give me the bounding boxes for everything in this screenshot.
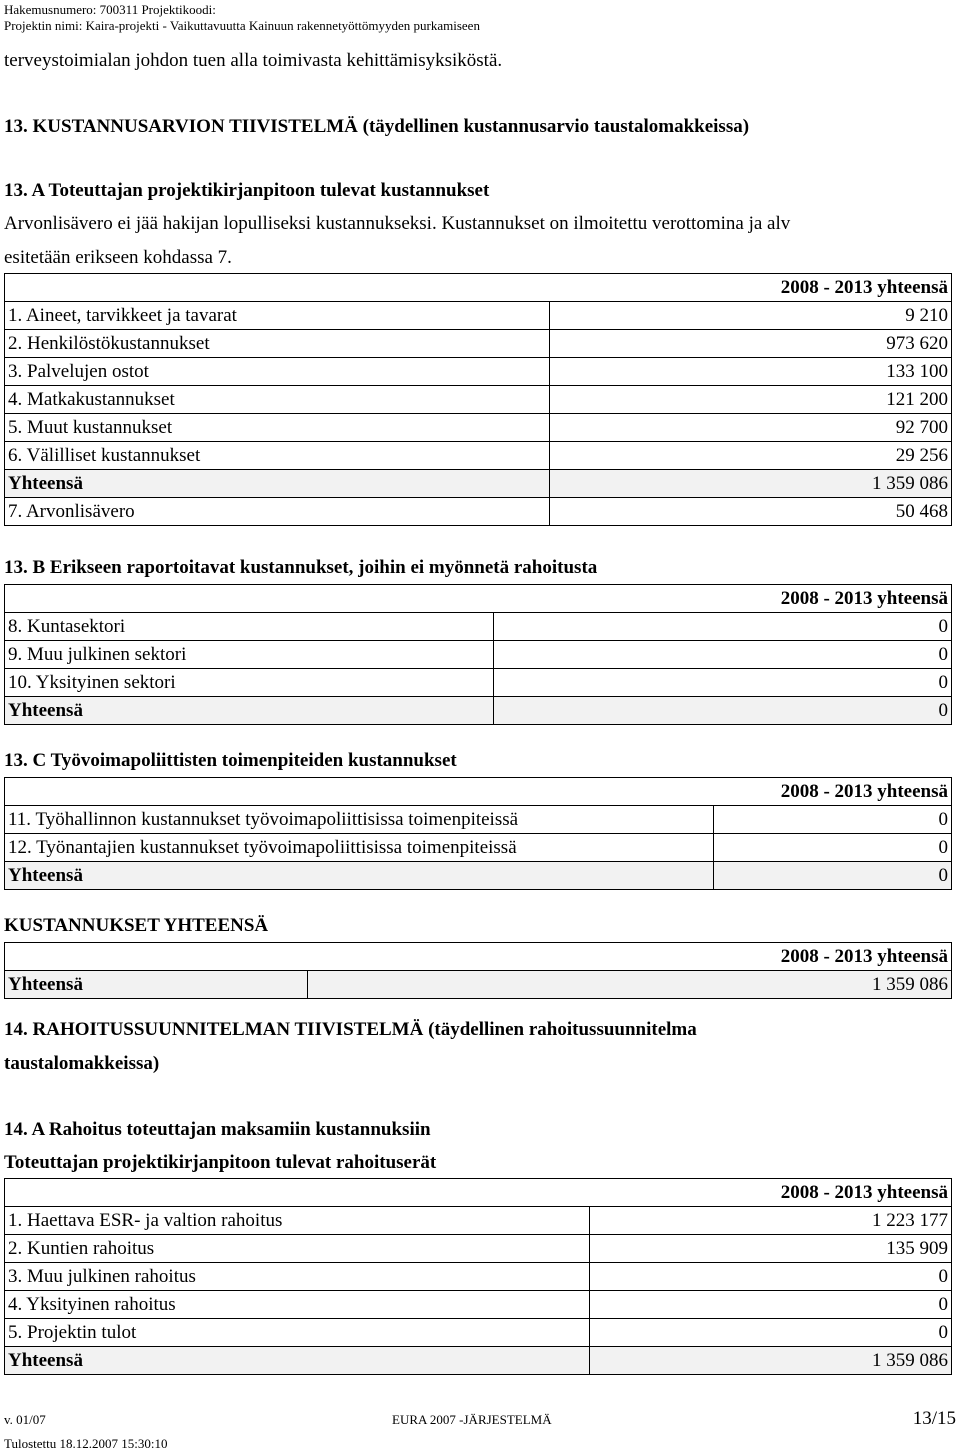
row-value: 1 223 177 [590, 1207, 952, 1235]
header-empty-cell [5, 1179, 590, 1207]
row-value: 0 [590, 1291, 952, 1319]
row-value: 121 200 [550, 386, 952, 414]
total-value: 1 359 086 [550, 470, 952, 498]
header-empty-cell [5, 585, 494, 613]
table-row [5, 1207, 952, 1235]
row-value: 92 700 [550, 414, 952, 442]
total-row [5, 697, 952, 725]
table-row [5, 1291, 952, 1319]
table-header-row [5, 943, 952, 971]
application-number: Hakemusnumero: 700311 Projektikoodi: [4, 2, 216, 17]
footer-page-number: 13/15 [912, 1408, 956, 1429]
row-label: 1. Aineet, tarvikkeet ja tavarat [5, 302, 550, 330]
total-row [5, 862, 952, 890]
row-label: 1. Haettava ESR- ja valtion rahoitus [5, 1207, 590, 1235]
row-label: 5. Projektin tulot [5, 1319, 590, 1347]
table-row [5, 1263, 952, 1291]
total-value: 1 359 086 [590, 1347, 952, 1375]
table-row [5, 414, 952, 442]
table-14a [4, 1178, 952, 1375]
table-header-row [5, 274, 952, 302]
column-header: 2008 - 2013 yhteensä [493, 585, 951, 613]
table-header-row [5, 1179, 952, 1207]
row-label: 2. Henkilöstökustannukset [5, 330, 550, 358]
table-costs-total [4, 942, 952, 999]
table-row [5, 669, 952, 697]
footer [4, 1410, 956, 1432]
header-empty-cell [5, 943, 308, 971]
row-label: 10. Yksityinen sektori [5, 669, 494, 697]
row-label: 4. Yksityinen rahoitus [5, 1291, 590, 1319]
section-13c-title: 13. C Työvoimapoliittisten toimenpiteiden kustannukset [4, 750, 457, 771]
column-header: 2008 - 2013 yhteensä [308, 943, 952, 971]
table-row [5, 613, 952, 641]
row-label: 11. Työhallinnon kustannukset työvoimapoliittisissa toimenpiteissä [5, 806, 714, 834]
column-header: 2008 - 2013 yhteensä [590, 1179, 952, 1207]
table-13a [4, 273, 952, 526]
row-value: 9 210 [550, 302, 952, 330]
table-row [5, 806, 952, 834]
vat-label: 7. Arvonlisävero [5, 498, 550, 526]
section-13a-note-line1: Arvonlisävero ei jää hakijan lopulliseksi kustannukseksi. Kustannukset on ilmoitettu verottomina ja alv [4, 213, 791, 234]
row-value: 973 620 [550, 330, 952, 358]
section-14a-subtitle: Toteuttajan projektikirjanpitoon tulevat rahoituserät [4, 1152, 437, 1173]
costs-total-title: KUSTANNUKSET YHTEENSÄ [4, 915, 269, 936]
document-header [4, 2, 480, 34]
row-label: 9. Muu julkinen sektori [5, 641, 494, 669]
table-row [5, 1235, 952, 1263]
table-row [5, 330, 952, 358]
table-row [5, 302, 952, 330]
section-13b-title: 13. B Erikseen raportoitavat kustannukset, joihin ei myönnetä rahoitusta [4, 557, 598, 578]
row-label: 8. Kuntasektori [5, 613, 494, 641]
row-label: 2. Kuntien rahoitus [5, 1235, 590, 1263]
row-value: 0 [590, 1319, 952, 1347]
total-label: Yhteensä [5, 1347, 590, 1375]
row-label: 3. Muu julkinen rahoitus [5, 1263, 590, 1291]
intro-text: terveystoimialan johdon tuen alla toimivasta kehittämisyksiköstä. [4, 50, 503, 71]
section-14-title-line2: taustalomakkeissa) [4, 1053, 160, 1074]
column-header: 2008 - 2013 yhteensä [713, 778, 951, 806]
table-13b [4, 584, 952, 725]
row-value: 0 [493, 669, 951, 697]
column-header: 2008 - 2013 yhteensä [550, 274, 952, 302]
table-13c [4, 777, 952, 890]
table-row [5, 386, 952, 414]
table-row [5, 834, 952, 862]
section-13a-note-line2: esitetään erikseen kohdassa 7. [4, 247, 232, 268]
row-label: 5. Muut kustannukset [5, 414, 550, 442]
row-value: 0 [713, 806, 951, 834]
row-label: 3. Palvelujen ostot [5, 358, 550, 386]
row-label: 12. Työnantajien kustannukset työvoimapoliittisissa toimenpiteissä [5, 834, 714, 862]
section-14a-title: 14. A Rahoitus toteuttajan maksamiin kustannuksiin [4, 1119, 431, 1140]
section-13a-title: 13. A Toteuttajan projektikirjanpitoon tulevat kustannukset [4, 180, 490, 201]
total-value: 1 359 086 [308, 971, 952, 999]
section-13-title: 13. KUSTANNUSARVION TIIVISTELMÄ (täydellinen kustannusarvio taustalomakkeissa) [4, 116, 750, 137]
total-label: Yhteensä [5, 470, 550, 498]
row-label: 6. Välilliset kustannukset [5, 442, 550, 470]
row-value: 0 [493, 641, 951, 669]
table-row [5, 358, 952, 386]
row-value: 0 [590, 1263, 952, 1291]
vat-value: 50 468 [550, 498, 952, 526]
table-row [5, 1319, 952, 1347]
row-label: 4. Matkakustannukset [5, 386, 550, 414]
row-value: 133 100 [550, 358, 952, 386]
table-row [5, 442, 952, 470]
total-value: 0 [713, 862, 951, 890]
table-header-row [5, 778, 952, 806]
footer-version: v. 01/07 [4, 1412, 46, 1427]
table-header-row [5, 585, 952, 613]
total-row [5, 470, 952, 498]
row-value: 135 909 [590, 1235, 952, 1263]
row-value: 0 [493, 613, 951, 641]
total-row [5, 1347, 952, 1375]
row-value: 0 [713, 834, 951, 862]
total-value: 0 [493, 697, 951, 725]
section-14-title-line1: 14. RAHOITUSSUUNNITELMAN TIIVISTELMÄ (täydellinen rahoitussuunnitelma [4, 1019, 697, 1040]
footer-printed: Tulostettu 18.12.2007 15:30:10 [4, 1436, 168, 1451]
project-name: Projektin nimi: Kaira-projekti - Vaikuttavuutta Kainuun rakennetyöttömyyden purkamiseen [4, 18, 480, 33]
total-label: Yhteensä [5, 697, 494, 725]
footer-system: EURA 2007 -JÄRJESTELMÄ [392, 1412, 552, 1427]
vat-row [5, 498, 952, 526]
total-row [5, 971, 952, 999]
total-label: Yhteensä [5, 862, 714, 890]
header-empty-cell [5, 778, 714, 806]
row-value: 29 256 [550, 442, 952, 470]
table-row [5, 641, 952, 669]
total-label: Yhteensä [5, 971, 308, 999]
header-empty-cell [5, 274, 550, 302]
